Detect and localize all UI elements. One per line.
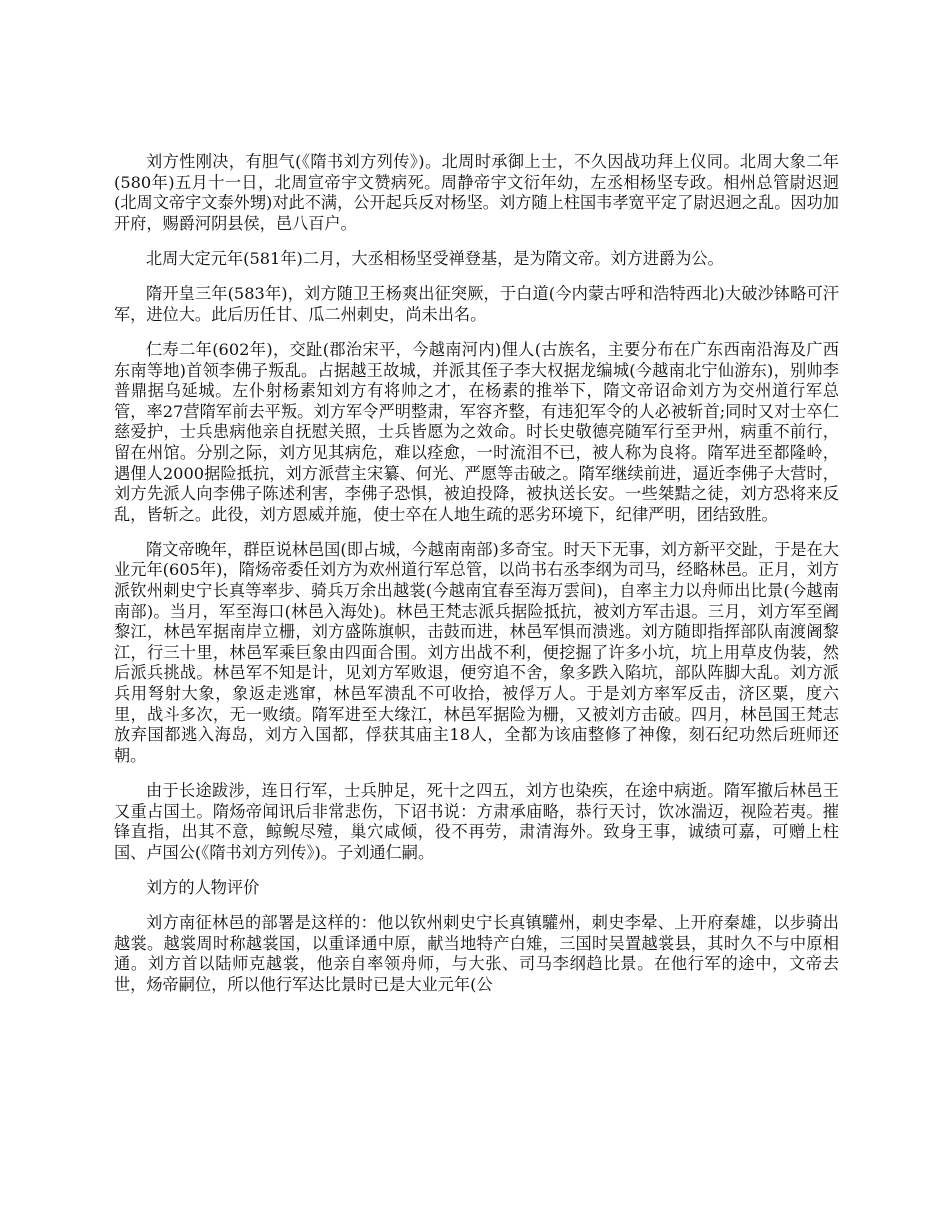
paragraph-3: 隋开皇三年(583年)，刘方随卫王杨爽出征突厥，于白道(今内蒙古呼和浩特西北)大破沙钵略可汗军，进位大。此后历任甘、瓜二州刺史，尚未出名。 xyxy=(114,284,839,324)
section-heading: 刘方的人物评价 xyxy=(146,877,260,897)
paragraph-1: 刘方性刚决，有胆气(《隋书刘方列传》)。北周时承御上士，不久因战功拜上仪同。北周大象二年(580年)五月十一日，北周宣帝宇文赞病死。周静帝宇文衍年幼，左丞相杨坚专政。相州总管尉迟迥(北周文帝宇文泰外甥)对此不满，公开起兵反对杨坚。刘方随上柱国韦孝宽平定了尉迟迥之乱。因功加开府，赐爵河阴县侯，邑八百户。 xyxy=(114,152,839,233)
paragraph-4: 仁寿二年(602年)，交趾(郡治宋平，今越南河内)俚人(古族名，主要分布在广东西南沿海及广西东南等地)首领李佛子叛乱。占据越王故城，并派其侄子李大权据龙编城(今越南北宁仙游东)，别帅李普鼎据乌延城。左仆射杨素知刘方有将帅之才，在杨素的推举下，隋文帝诏命刘方为交州道行军总管，率27营隋军前去平叛。刘方军令严明整肃，军容齐整，有违犯军令的人必被斩首;同时又对士卒仁慈爱护，士兵患病他亲自抚慰关照，士兵皆愿为之效命。时长史敬德亮随军行至尹州，病重不前行，留在州馆。分别之际，刘方见其病危，难以痊愈，一时流泪不已，被人称为良将。隋军进至都隆岭，遇俚人2000据险抵抗，刘方派营主宋纂、何光、严愿等击破之。隋军继续前进，逼近李佛子大营时，刘方先派人向李佛子陈述利害，李佛子恐惧，被迫投降，被执送长安。一些桀黠之徒，刘方恐将来反乱，皆斩之。此役，刘方恩威并施，使士卒在人地生疏的恶劣环境下，纪律严明，团结致胜。 xyxy=(114,339,839,524)
paragraph-6: 由于长途跋涉，连日行军，士兵肿足，死十之四五，刘方也染疾，在途中病逝。隋军撤后林邑王又重占国土。隋炀帝闻讯后非常悲伤，下诏书说：方肃承庙略，恭行天讨，饮冰湍迈，视险若夷。摧锋直指，出其不意，鲸鲵尽殪，巢穴咸倾，役不再劳，肃清海外。致身王事，诚绩可嘉，可赠上柱国、卢国公(《隋书刘方列传》)。子刘通仁嗣。 xyxy=(114,781,839,862)
document-body xyxy=(114,152,839,1010)
paragraph-5: 隋文帝晚年，群臣说林邑国(即占城，今越南南部)多奇宝。时天下无事，刘方新平交趾，于是在大业元年(605年)，隋炀帝委任刘方为欢州道行军总管，以尚书右丞李纲为司马，经略林邑。正月，刘方派钦州刺史宁长真等率步、骑兵万余出越裳(今越南宜春至海万雲间)，自率主力以舟师出比景(今越南南部)。当月，军至海口(林邑入海处)。林邑王梵志派兵据险抵抗，被刘方军击退。三月，刘方军至阇黎江，林邑军据南岸立栅，刘方盛陈旗帜，击鼓而进，林邑军惧而溃逃。刘方随即指挥部队南渡阇黎江，行三十里，林邑军乘巨象由四面合围。刘方出战不利，便挖掘了许多小坑，坑上用草皮伪装，然后派兵挑战。林邑军不知是计，见刘方军败退，便穷追不舍，象多跌入陷坑，部队阵脚大乱。刘方派兵用弩射大象，象返走逃窜，林邑军溃乱不可收拾，被俘万人。于是刘方率军反击，济区粟，度六里，战斗多次，无一败绩。隋军进至大缘江，林邑军据险为栅，又被刘方击破。四月，林邑国王梵志放弃国都逃入海岛，刘方入国都，俘获其庙主18人，全都为该庙整修了神像，刻石纪功然后班师还朝。 xyxy=(114,539,839,765)
paragraph-7: 刘方南征林邑的部署是这样的：他以钦州刺史宁长真镇驩州，刺史李晕、上开府秦雄，以步骑出越裳。越裳周时称越裳国，以重译通中原，献当地特产白雉，三国时吴置越裳县，其时久不与中原相通。刘方首以陆师克越裳，他亲自率领舟师，与大张、司马李纲趋比景。在他行军的途中，文帝去世，炀帝嗣位，所以他行军达比景时已是大业元年(公 xyxy=(114,913,839,994)
paragraph-2: 北周大定元年(581年)二月，大丞相杨坚受禅登基，是为隋文帝。刘方进爵为公。 xyxy=(146,248,724,268)
